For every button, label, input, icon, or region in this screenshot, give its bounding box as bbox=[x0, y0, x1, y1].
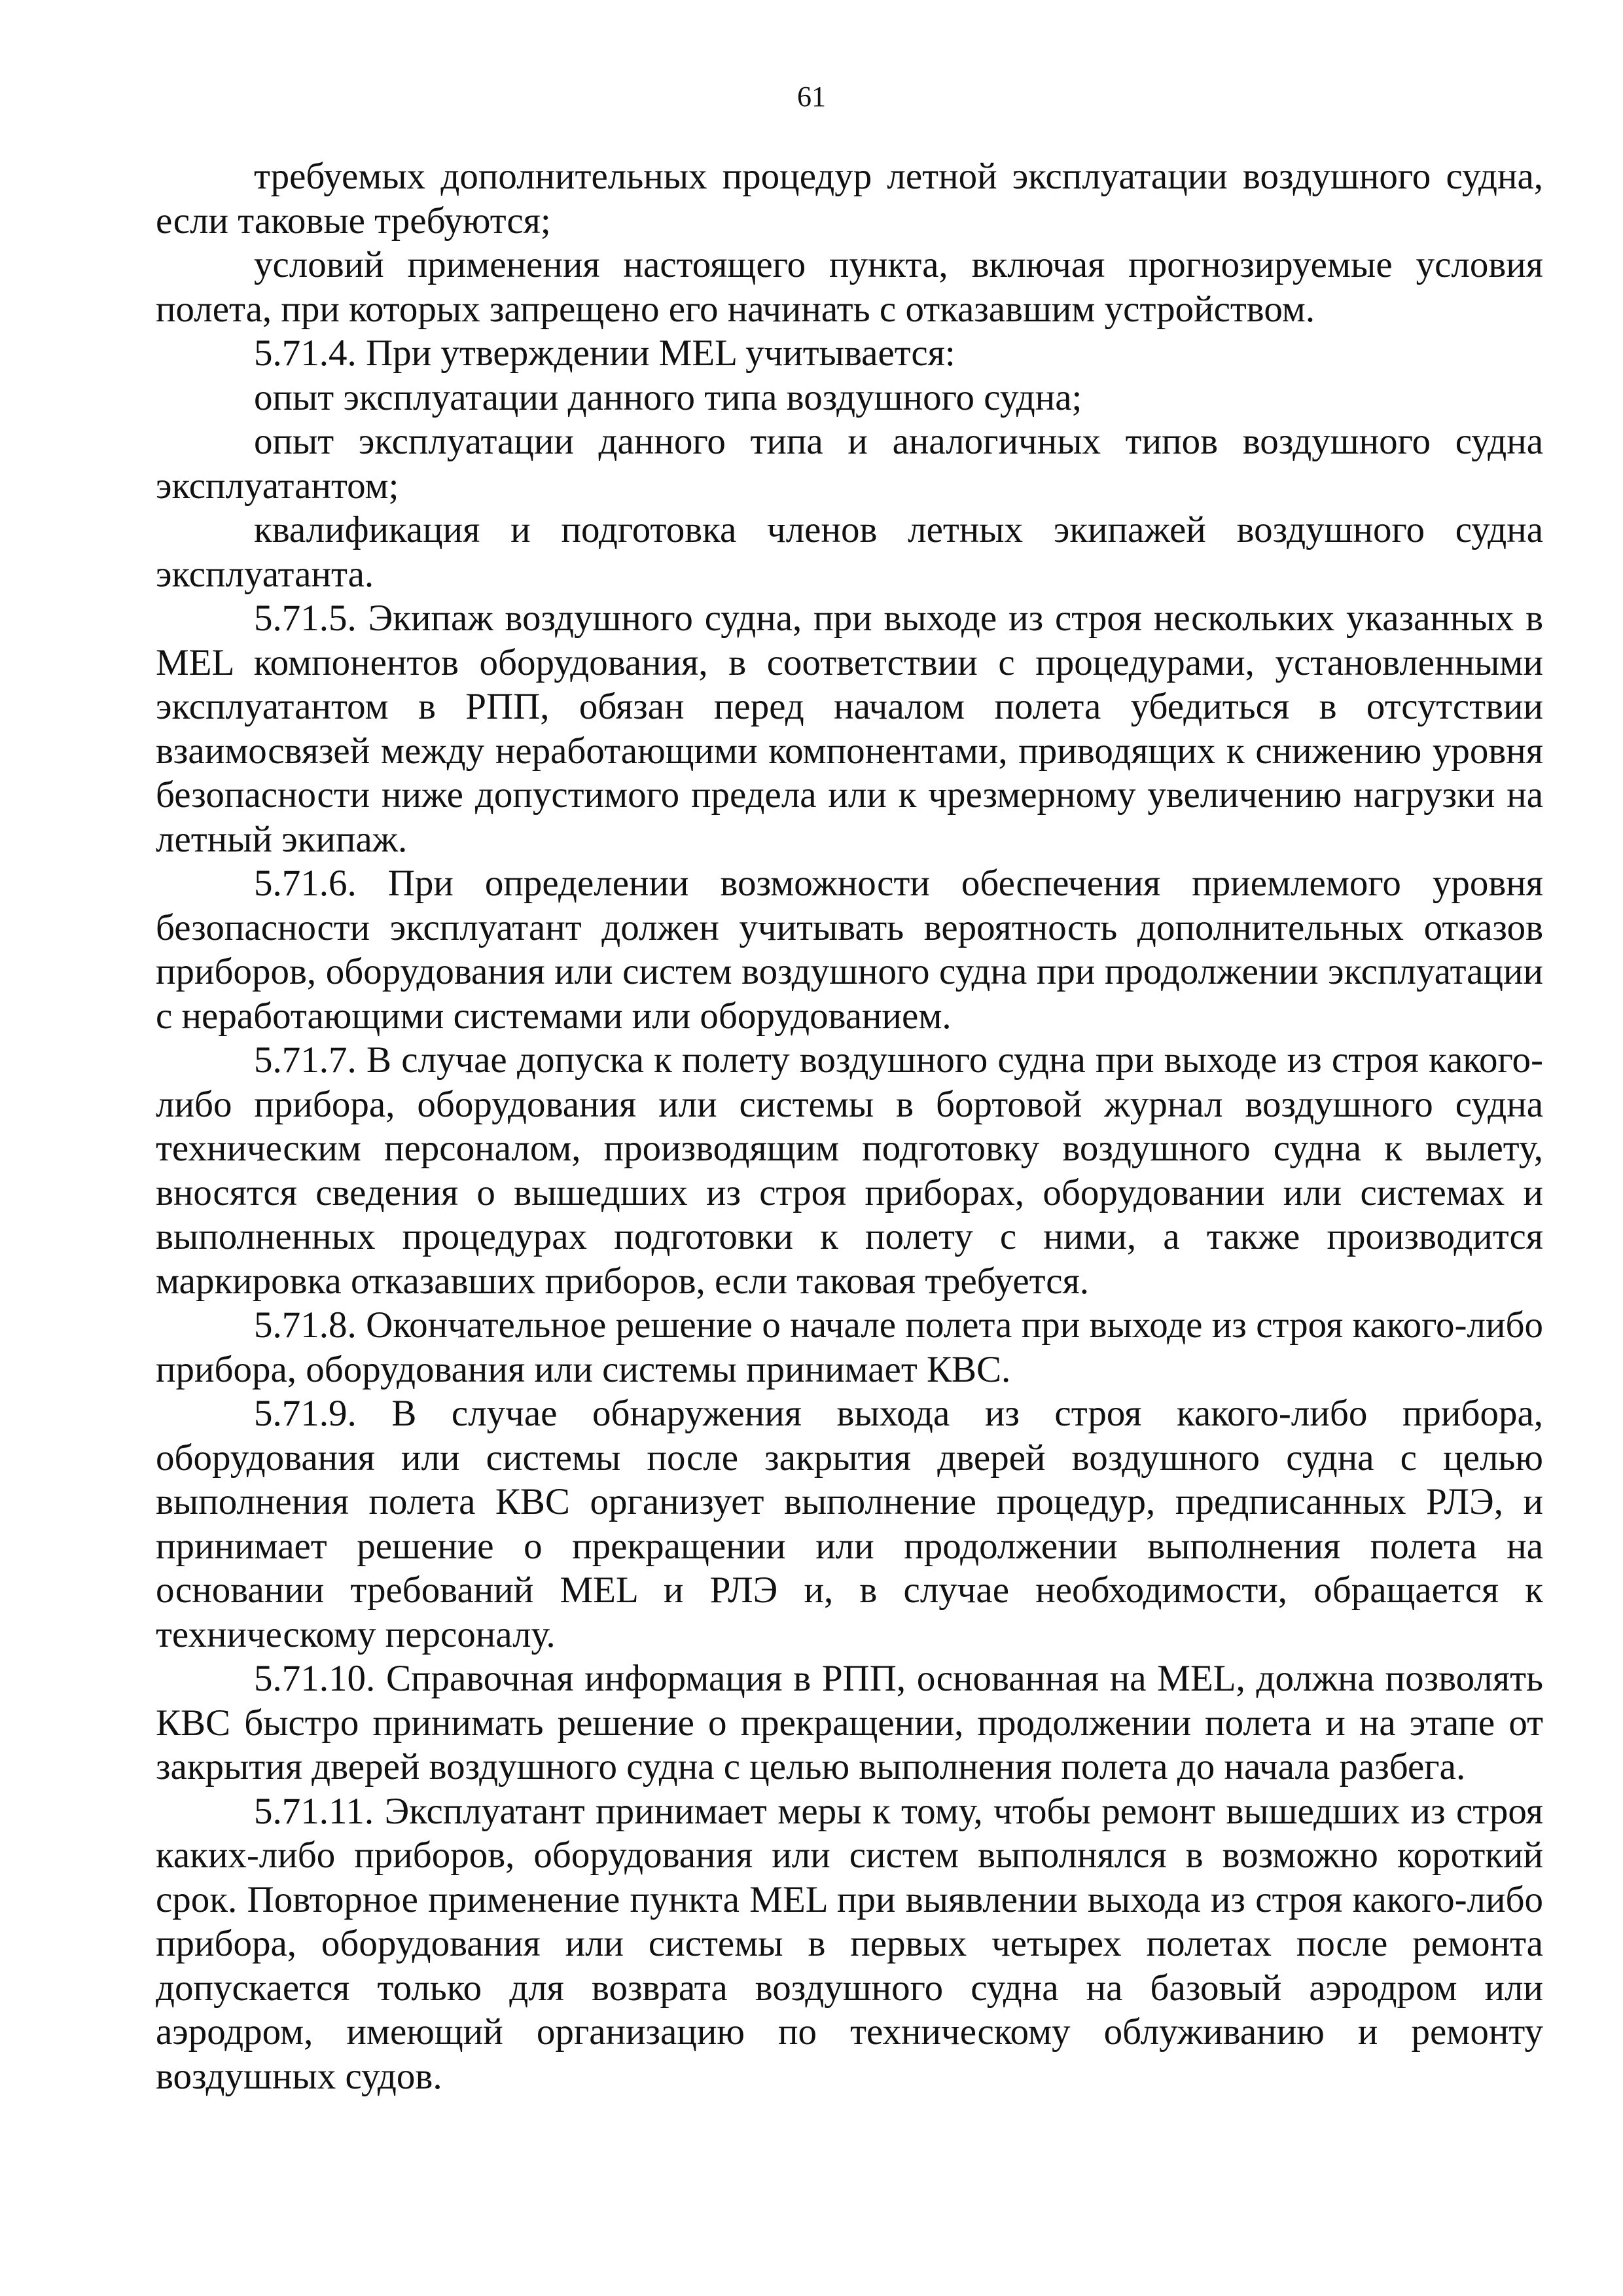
paragraph-10: 5.71.8. Окончательное решение о начале полета при выходе из строя какого-либо прибора, оборудования или системы принимает КВС. bbox=[156, 1304, 1543, 1390]
paragraph-9: 5.71.7. В случае допуска к полету воздушного судна при выходе из строя какого-либо прибора, оборудования или системы в бортовой журнал воздушного судна техническим персоналом, производящим подготовку воздушного судна к вылету, вносятся сведения о вышедших из строя приборах, оборудовании или системах и выполненных процедурах подготовки к полету с ними, а также производится маркировка отказавших приборов, если таковая требуется. bbox=[156, 1039, 1543, 1302]
paragraph-1: требуемых дополнительных процедур летной эксплуатации воздушного судна, если таковые требуются; bbox=[156, 156, 1543, 242]
paragraph-7: 5.71.5. Экипаж воздушного судна, при выходе из строя нескольких указанных в MEL компонентов оборудования, в соответствии с процедурами, установленными эксплуатантом в РПП, обязан перед началом полета убедиться в отсутствии взаимосвязей между неработающими компонентами, приводящих к снижению уровня безопасности ниже допустимого предела или к чрезмерному увеличению нагрузки на летный экипаж. bbox=[156, 598, 1543, 860]
paragraph-8: 5.71.6. При определении возможности обеспечения приемлемого уровня безопасности эксплуатант должен учитывать вероятность дополнительных отказов приборов, оборудования или систем воздушного судна при продолжении эксплуатации с неработающими системами или оборудованием. bbox=[156, 863, 1543, 1037]
document-body bbox=[156, 154, 1543, 2098]
paragraph-5: опыт эксплуатации данного типа и аналогичных типов воздушного судна эксплуатантом; bbox=[156, 421, 1543, 507]
paragraph-4: опыт эксплуатации данного типа воздушного судна; bbox=[254, 376, 1082, 418]
paragraph-2: условий применения настоящего пункта, включая прогнозируемые условия полета, при которых запрещено его начинать с отказавшим устройством. bbox=[156, 244, 1543, 330]
paragraph-3: 5.71.4. При утверждении MEL учитывается: bbox=[254, 332, 955, 374]
paragraph-6: квалификация и подготовка членов летных экипажей воздушного судна эксплуатанта. bbox=[156, 509, 1543, 595]
page-number: 61 bbox=[797, 81, 826, 113]
paragraph-13: 5.71.11. Эксплуатант принимает меры к тому, чтобы ремонт вышедших из строя каких-либо приборов, оборудования или систем выполнялся в возможно короткий срок. Повторное применение пункта MEL при выявлении выхода из строя какого-либо прибора, оборудования или системы в первых четырех полетах после ремонта допускается только для возврата воздушного судна на базовый аэродром или аэродром, имеющий организацию по техническому облуживанию и ремонту воздушных судов. bbox=[156, 1790, 1543, 2097]
paragraph-11: 5.71.9. В случае обнаружения выхода из строя какого-либо прибора, оборудования или системы после закрытия дверей воздушного судна с целью выполнения полета КВС организует выполнение процедур, предписанных РЛЭ, и принимает решение о прекращении или продолжении выполнения полета на основании требований MEL и РЛЭ и, в случае необходимости, обращается к техническому персоналу. bbox=[156, 1393, 1543, 1655]
paragraph-12: 5.71.10. Справочная информация в РПП, основанная на MEL, должна позволять КВС быстро принимать решение о прекращении, продолжении полета и на этапе от закрытия дверей воздушного судна с целью выполнения полета до начала разбега. bbox=[156, 1658, 1543, 1787]
